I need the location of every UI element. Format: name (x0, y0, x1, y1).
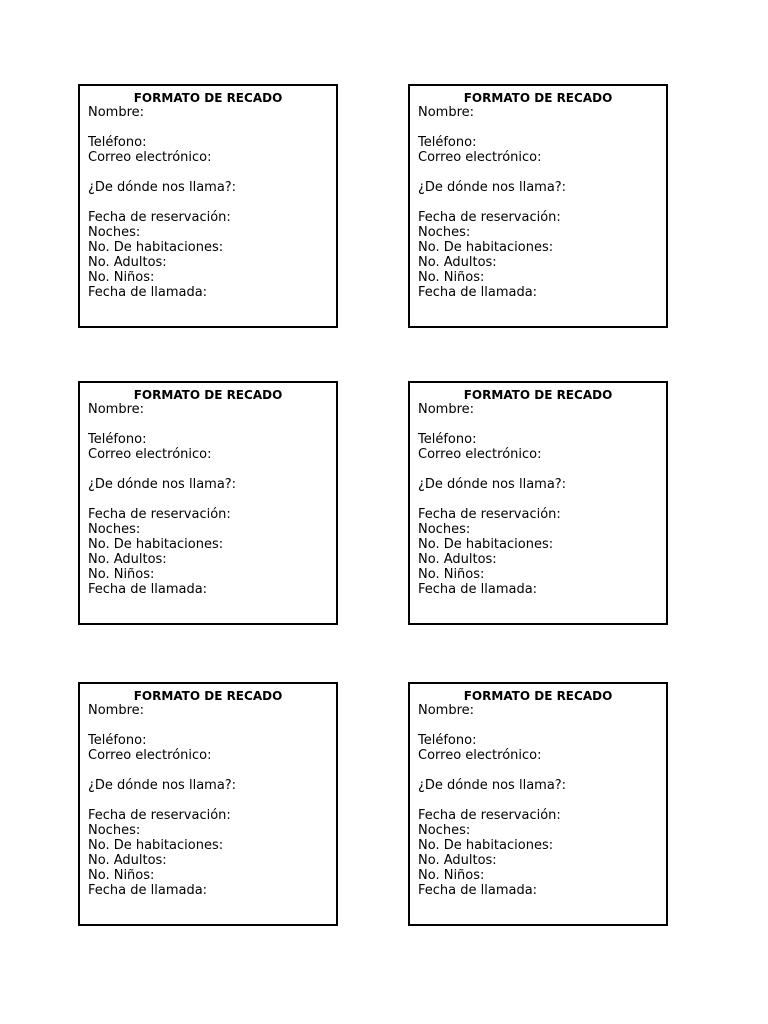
field-habitaciones: No. De habitaciones: (418, 537, 554, 552)
field-nombre: Nombre: (418, 703, 475, 718)
field-nombre: Nombre: (418, 105, 475, 120)
field-telefono: Teléfono: (88, 733, 147, 748)
field-telefono: Teléfono: (418, 135, 477, 150)
field-correo: Correo electrónico: (88, 447, 212, 462)
field-correo: Correo electrónico: (418, 447, 542, 462)
field-correo: Correo electrónico: (418, 748, 542, 763)
field-origen: ¿De dónde nos llama?: (88, 778, 237, 793)
field-origen: ¿De dónde nos llama?: (418, 477, 567, 492)
field-adultos: No. Adultos: (88, 853, 167, 868)
form-title: FORMATO DE RECADO (133, 388, 283, 402)
field-nombre: Nombre: (418, 402, 475, 417)
field-ninos: No. Niños: (88, 567, 155, 582)
field-habitaciones: No. De habitaciones: (88, 537, 224, 552)
field-correo: Correo electrónico: (418, 150, 542, 165)
field-fecha-llamada: Fecha de llamada: (418, 582, 538, 597)
field-noches: Noches: (418, 823, 471, 838)
message-form-card (408, 381, 668, 625)
field-fecha-reservacion: Fecha de reservación: (418, 210, 561, 225)
field-correo: Correo electrónico: (88, 748, 212, 763)
field-ninos: No. Niños: (418, 868, 485, 883)
field-fecha-reservacion: Fecha de reservación: (418, 808, 561, 823)
field-ninos: No. Niños: (88, 270, 155, 285)
field-fecha-reservacion: Fecha de reservación: (88, 507, 231, 522)
field-noches: Noches: (88, 522, 141, 537)
field-telefono: Teléfono: (88, 135, 147, 150)
field-habitaciones: No. De habitaciones: (418, 838, 554, 853)
field-adultos: No. Adultos: (418, 552, 497, 567)
field-origen: ¿De dónde nos llama?: (88, 477, 237, 492)
field-habitaciones: No. De habitaciones: (88, 838, 224, 853)
field-fecha-llamada: Fecha de llamada: (88, 582, 208, 597)
field-nombre: Nombre: (88, 703, 145, 718)
field-habitaciones: No. De habitaciones: (418, 240, 554, 255)
field-ninos: No. Niños: (88, 868, 155, 883)
field-noches: Noches: (418, 522, 471, 537)
field-nombre: Nombre: (88, 402, 145, 417)
field-ninos: No. Niños: (418, 270, 485, 285)
field-origen: ¿De dónde nos llama?: (88, 180, 237, 195)
field-noches: Noches: (418, 225, 471, 240)
field-adultos: No. Adultos: (418, 255, 497, 270)
field-fecha-reservacion: Fecha de reservación: (418, 507, 561, 522)
field-fecha-reservacion: Fecha de reservación: (88, 808, 231, 823)
field-adultos: No. Adultos: (88, 255, 167, 270)
field-adultos: No. Adultos: (88, 552, 167, 567)
field-telefono: Teléfono: (418, 733, 477, 748)
form-title: FORMATO DE RECADO (463, 91, 613, 105)
field-fecha-reservacion: Fecha de reservación: (88, 210, 231, 225)
form-title: FORMATO DE RECADO (463, 388, 613, 402)
message-form-card (408, 84, 668, 328)
field-nombre: Nombre: (88, 105, 145, 120)
field-fecha-llamada: Fecha de llamada: (418, 285, 538, 300)
field-origen: ¿De dónde nos llama?: (418, 778, 567, 793)
form-title: FORMATO DE RECADO (133, 689, 283, 703)
form-title: FORMATO DE RECADO (463, 689, 613, 703)
field-fecha-llamada: Fecha de llamada: (418, 883, 538, 898)
field-telefono: Teléfono: (418, 432, 477, 447)
field-correo: Correo electrónico: (88, 150, 212, 165)
field-noches: Noches: (88, 225, 141, 240)
field-noches: Noches: (88, 823, 141, 838)
field-adultos: No. Adultos: (418, 853, 497, 868)
form-title: FORMATO DE RECADO (133, 91, 283, 105)
field-habitaciones: No. De habitaciones: (88, 240, 224, 255)
message-form-card (78, 84, 338, 328)
field-fecha-llamada: Fecha de llamada: (88, 883, 208, 898)
field-origen: ¿De dónde nos llama?: (418, 180, 567, 195)
message-form-card (408, 682, 668, 926)
field-telefono: Teléfono: (88, 432, 147, 447)
message-form-card (78, 381, 338, 625)
field-fecha-llamada: Fecha de llamada: (88, 285, 208, 300)
field-ninos: No. Niños: (418, 567, 485, 582)
message-form-card (78, 682, 338, 926)
